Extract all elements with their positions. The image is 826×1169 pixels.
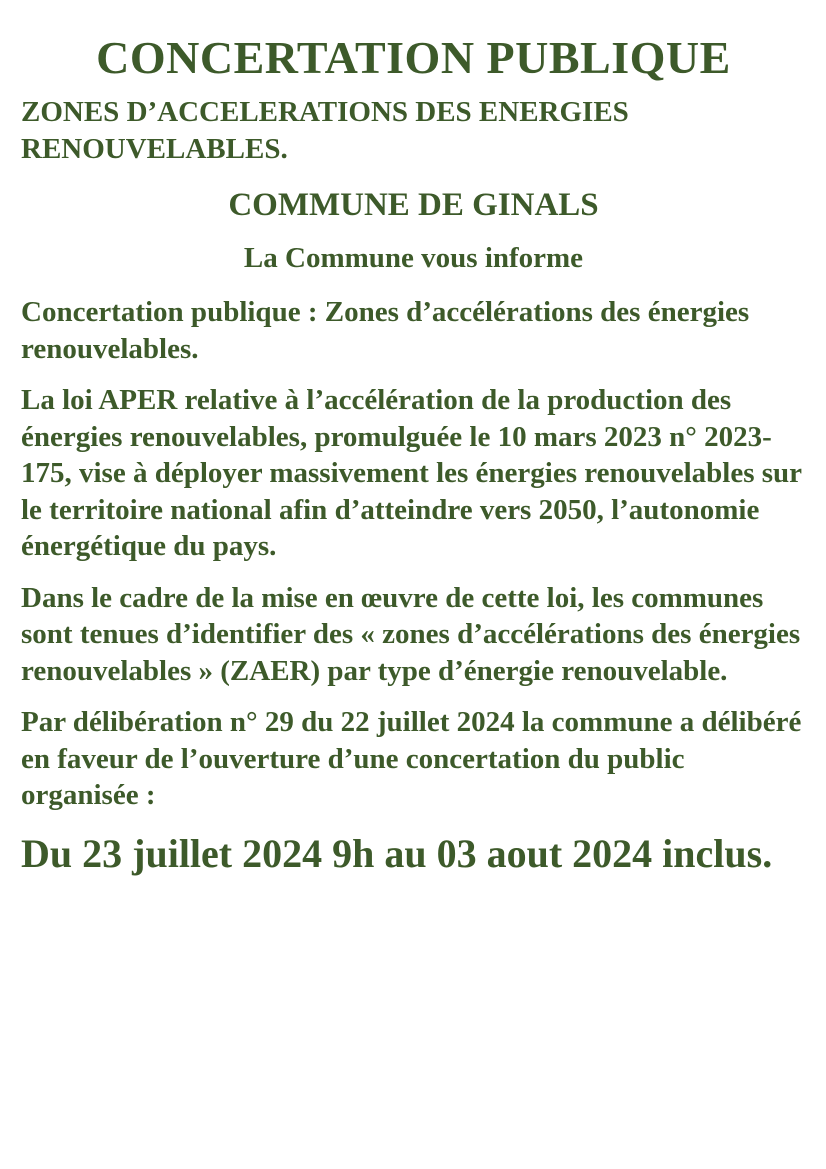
commune-name: COMMUNE DE GINALS [228,187,599,223]
paragraph-law: La loi APER relative à l’accélération de la production des énergies renouvelables, promulguée le 10 mars 2023 n° 2023-175, vise à déployer massivement les énergies renouvelables sur le territoire national afin d’atteindre vers 2050, l’autonomie énergétique du pays. [21,384,802,562]
paragraph-intro: Concertation publique : Zones d’accélérations des énergies renouvelables. [21,296,750,365]
concertation-dates: Du 23 juillet 2024 9h au 03 aout 2024 inclus. [21,830,773,876]
paragraph-deliberation: Par délibération n° 29 du 22 juillet 2024 la commune a délibéré en faveur de l’ouverture d’une concertation du public organisée : [21,706,802,811]
page-title: CONCERTATION PUBLIQUE [96,32,731,83]
info-line: La Commune vous informe [243,242,584,274]
notice-subtitle: ZONES D’ACCELERATIONS DES ENERGIES RENOUVELABLES. [21,96,629,165]
paragraph-zaer: Dans le cadre de la mise en œuvre de cette loi, les communes sont tenues d’identifier des « zones d’accélérations des énergies renouvelables » (ZAER) par type d’énergie renouvelable. [21,581,801,687]
